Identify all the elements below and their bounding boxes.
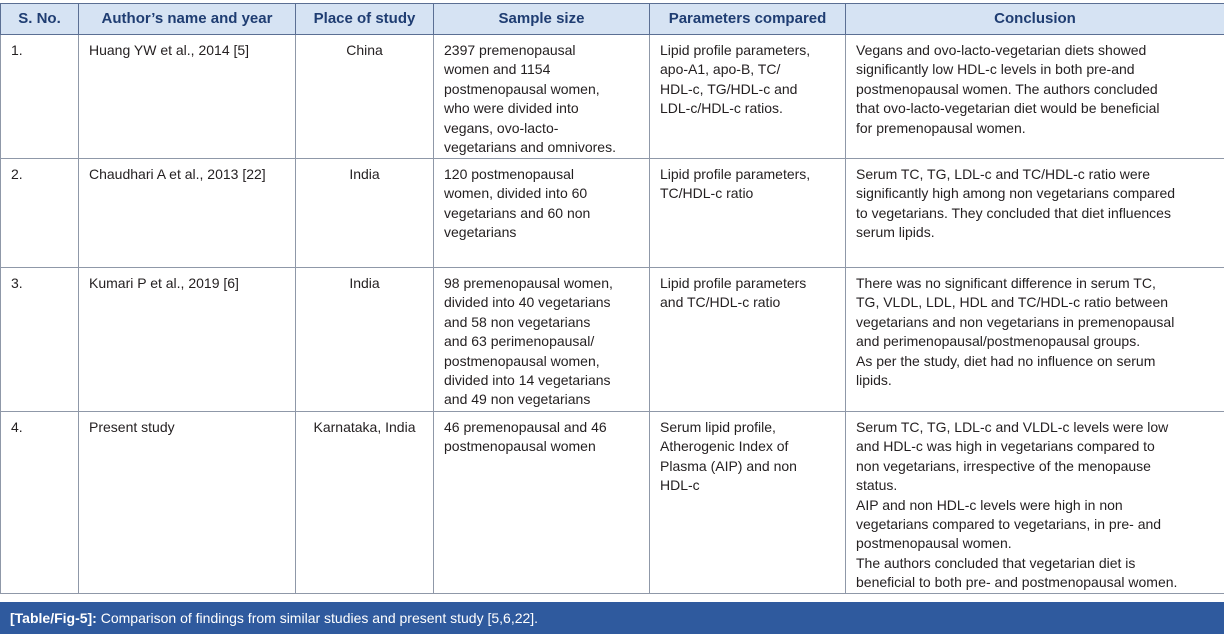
cell-line: to vegetarians. They concluded that diet influences (856, 204, 1171, 221)
caption-label: [Table/Fig-5]: (10, 610, 97, 626)
cell-conclusion (846, 412, 1224, 594)
caption-text: Comparison of findings from similar studies and present study [5,6,22]. (96, 610, 539, 626)
header-place: Place of study (296, 4, 434, 35)
cell-line: women, divided into 60 (444, 185, 588, 202)
cell-place: India (296, 268, 434, 412)
cell-line: Serum TC, TG, LDL-c and TC/HDL-c ratio were (856, 166, 1151, 182)
table-row (1, 159, 1224, 268)
cell-line: vegetarians compared to vegetarians, in pre- and (856, 516, 1162, 533)
cell-line: postmenopausal women. (856, 535, 1012, 552)
cell-line: vegetarians and omnivores. (444, 139, 616, 156)
cell-sample-size (434, 159, 650, 268)
cell-parameters (650, 268, 846, 412)
header-conclusion: Conclusion (846, 4, 1224, 35)
cell-sno: 3. (1, 268, 79, 412)
cell-sno: 4. (1, 412, 79, 594)
cell-line: lipids. (856, 372, 892, 389)
cell-line: TG, VLDL, LDL, HDL and TC/HDL-c ratio between (856, 294, 1169, 311)
cell-line: Serum TC, TG, LDL-c and VLDL-c levels were low (856, 419, 1169, 435)
cell-line: significantly low HDL-c levels in both pre-and (856, 61, 1135, 78)
header-parameters: Parameters compared (650, 4, 846, 35)
cell-author: Present study (79, 412, 296, 594)
cell-line: HDL-c (660, 477, 700, 494)
cell-line: As per the study, diet had no influence on serum (856, 352, 1156, 369)
cell-conclusion (846, 159, 1224, 268)
cell-line: and 58 non vegetarians (444, 313, 591, 330)
cell-author: Huang YW et al., 2014 [5] (79, 35, 296, 159)
cell-sno: 1. (1, 35, 79, 159)
table-caption (0, 602, 1224, 634)
header-author: Author’s name and year (79, 4, 296, 35)
cell-sample-size (434, 412, 650, 594)
cell-line: divided into 14 vegetarians (444, 372, 611, 389)
cell-parameters (650, 159, 846, 268)
cell-author: Kumari P et al., 2019 [6] (79, 268, 296, 412)
cell-line: Serum lipid profile, (660, 419, 776, 435)
cell-line: LDL-c/HDL-c ratios. (660, 100, 783, 117)
cell-line: Atherogenic Index of (660, 438, 789, 455)
table-row (1, 35, 1224, 159)
cell-line: 98 premenopausal women, (444, 275, 613, 291)
cell-line: women and 1154 (444, 61, 551, 78)
cell-sample-size (434, 35, 650, 159)
cell-author: Chaudhari A et al., 2013 [22] (79, 159, 296, 268)
cell-parameters (650, 35, 846, 159)
cell-conclusion (846, 268, 1224, 412)
table-row (1, 268, 1224, 412)
cell-line: The authors concluded that vegetarian diet is (856, 554, 1136, 571)
cell-line: 120 postmenopausal (444, 166, 574, 182)
cell-place: India (296, 159, 434, 268)
cell-line: and 49 non vegetarians (444, 391, 591, 408)
cell-line: Lipid profile parameters, (660, 166, 811, 182)
cell-line: postmenopausal women, (444, 80, 600, 97)
cell-line: beneficial to both pre- and postmenopausal women. (856, 574, 1178, 591)
cell-sno: 2. (1, 159, 79, 268)
cell-line: status. (856, 477, 898, 494)
cell-line: vegetarians (444, 224, 517, 241)
cell-line: postmenopausal women, (444, 352, 600, 369)
cell-line: vegetarians and 60 non (444, 204, 591, 221)
cell-line: AIP and non HDL-c levels were high in non (856, 496, 1123, 513)
cell-line: postmenopausal women. The authors concluded (856, 80, 1158, 97)
cell-line: non vegetarians, irrespective of the menopause (856, 457, 1151, 474)
cell-sample-size (434, 268, 650, 412)
header-sno: S. No. (1, 4, 79, 35)
cell-parameters (650, 412, 846, 594)
cell-line: and 63 perimenopausal/ (444, 333, 595, 350)
cell-line: Plasma (AIP) and non (660, 457, 797, 474)
table-header-row (1, 4, 1224, 35)
cell-line: There was no significant difference in serum TC, (856, 275, 1156, 291)
cell-line: apo-A1, apo-B, TC/ (660, 61, 781, 78)
cell-place: Karnataka, India (296, 412, 434, 594)
comparison-table (0, 3, 1224, 594)
header-sample-size: Sample size (434, 4, 650, 35)
cell-line: serum lipids. (856, 224, 935, 241)
cell-line: and perimenopausal/postmenopausal groups. (856, 333, 1141, 350)
cell-line: divided into 40 vegetarians (444, 294, 611, 311)
table-row (1, 412, 1224, 594)
cell-conclusion (846, 35, 1224, 159)
cell-line: HDL-c, TG/HDL-c and (660, 80, 798, 97)
cell-line: Vegans and ovo-lacto-vegetarian diets showed (856, 42, 1147, 58)
cell-line: who were divided into (444, 100, 579, 117)
cell-line: 46 premenopausal and 46 (444, 419, 607, 435)
cell-line: 2397 premenopausal (444, 42, 576, 58)
cell-line: vegetarians and non vegetarians in premenopausal (856, 313, 1175, 330)
cell-line: Lipid profile parameters, (660, 42, 811, 58)
cell-line: that ovo-lacto-vegetarian diet would be beneficial (856, 100, 1160, 117)
cell-line: postmenopausal women (444, 438, 596, 455)
cell-line: significantly high among non vegetarians compared (856, 185, 1176, 202)
cell-line: Lipid profile parameters (660, 275, 807, 291)
cell-line: TC/HDL-c ratio (660, 185, 754, 202)
cell-line: and TC/HDL-c ratio (660, 294, 781, 311)
cell-place: China (296, 35, 434, 159)
cell-line: and HDL-c was high in vegetarians compared to (856, 438, 1155, 455)
cell-line: vegans, ovo-lacto- (444, 119, 559, 136)
cell-line: for premenopausal women. (856, 119, 1026, 136)
